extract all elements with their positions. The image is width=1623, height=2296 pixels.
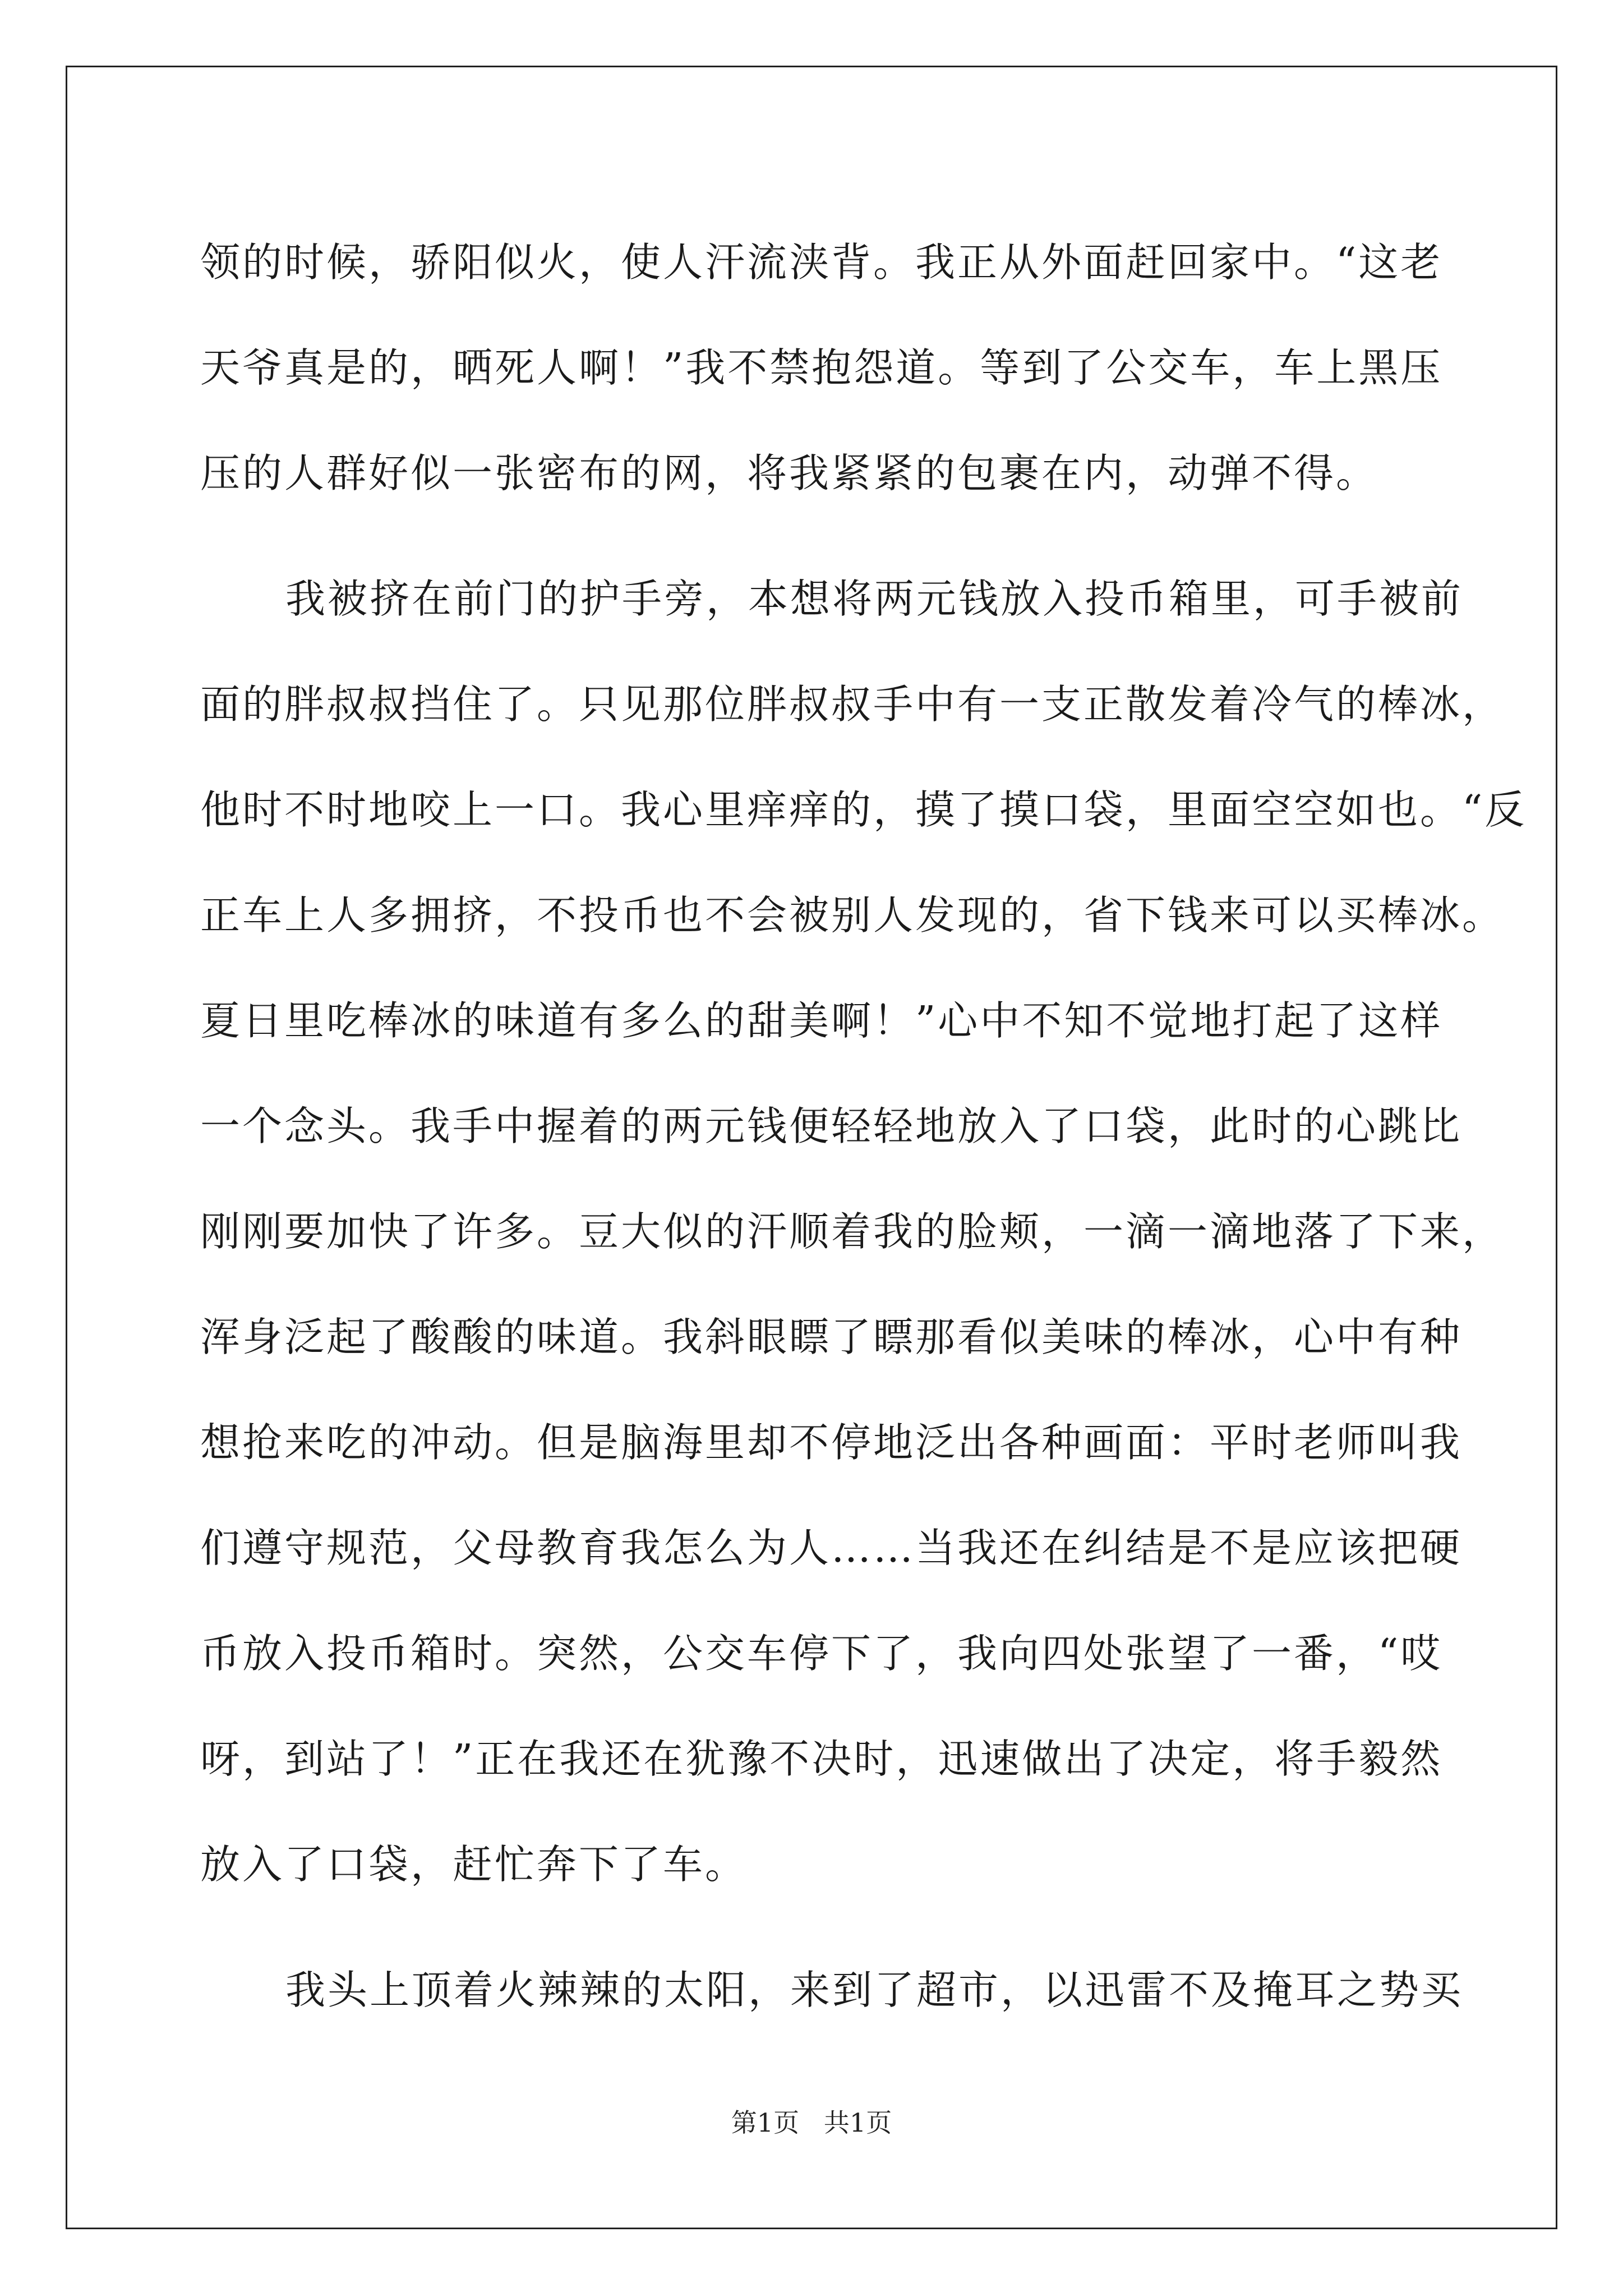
paragraph-first-line: 我头上顶着火辣辣的太阳，来到了超市，以迅雷不及掩耳之势买 (285, 1967, 1464, 2013)
paragraph-line: 呀，到站了！”正在我还在犹豫不决时，迅速做出了决定，将手毅然 (200, 1736, 1443, 1782)
paragraph-line: 们遵守规范，父母教育我怎么为人……当我还在纠结是不是应该把硬 (200, 1525, 1463, 1571)
paragraph-line: 夏日里吃棒冰的味道有多么的甜美啊！”心中不知不觉地打起了这样 (200, 997, 1443, 1044)
document-body (200, 210, 1527, 2043)
paragraph-line: 一个念头。我手中握着的两元钱便轻轻地放入了口袋，此时的心跳比 (200, 1103, 1463, 1149)
page-footer: 第1页 共1页 (731, 2108, 892, 2138)
paragraph-gap (200, 1917, 1434, 1938)
paragraph-line: 面的胖叔叔挡住了。只见那位胖叔叔手中有一支正散发着冷气的棒冰， (200, 681, 1505, 728)
paragraph-line: 放入了口袋，赶忙奔下了车。 (200, 1841, 748, 1888)
paragraph-line: 想抢来吃的冲动。但是脑海里却不停地泛出各种画面：平时老师叫我 (200, 1419, 1463, 1466)
paragraph-line: 刚刚要加快了许多。豆大似的汗顺着我的脸颊，一滴一滴地落了下来， (200, 1208, 1505, 1255)
paragraph-line: 天爷真是的，晒死人啊！”我不禁抱怨道。等到了公交车，车上黑压 (200, 344, 1443, 391)
paragraph-line: 领的时候，骄阳似火，使人汗流浃背。我正从外面赶回家中。“这老 (200, 239, 1443, 286)
paragraph-line: 他时不时地咬上一口。我心里痒痒的，摸了摸口袋，里面空空如也。“反 (200, 786, 1527, 833)
paragraph-gap (200, 526, 1434, 546)
paragraph-line: 浑身泛起了酸酸的味道。我斜眼瞟了瞟那看似美味的棒冰，心中有种 (200, 1314, 1463, 1360)
paragraph-line: 压的人群好似一张密布的网，将我紧紧的包裹在内，动弹不得。 (200, 450, 1378, 496)
paragraph-line: 正车上人多拥挤，不投币也不会被别人发现的，省下钱来可以买棒冰。 (200, 892, 1505, 938)
paragraph-first-line: 我被挤在前门的护手旁，本想将两元钱放入投币箱里，可手被前 (285, 576, 1464, 622)
paragraph-line: 币放入投币箱时。突然，公交车停下了，我向四处张望了一番，“哎 (200, 1630, 1443, 1677)
